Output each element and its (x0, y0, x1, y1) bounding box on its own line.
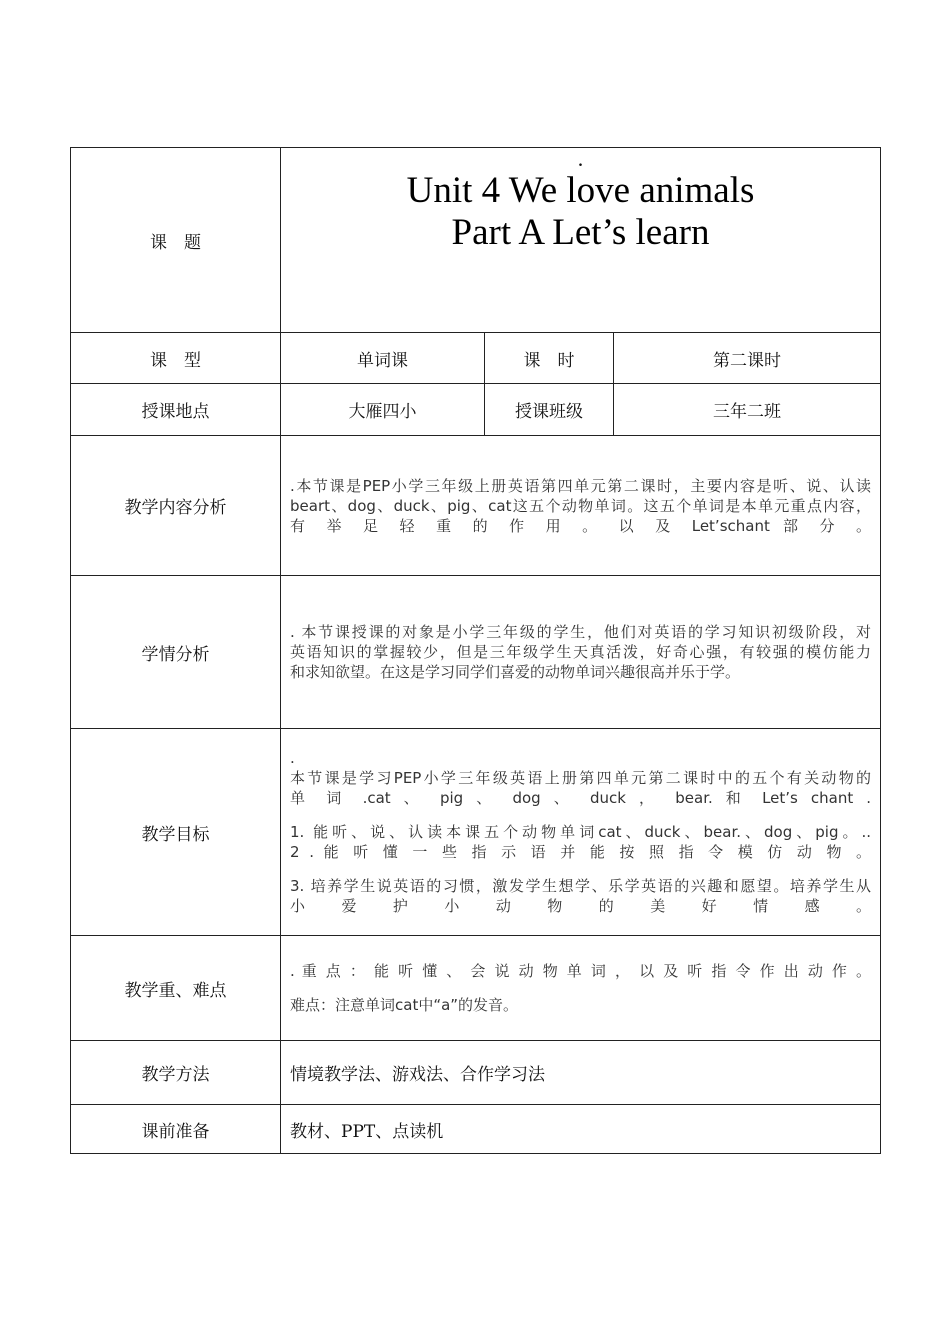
label-topic: 课 题 (71, 148, 281, 333)
topic-title (281, 148, 881, 333)
key-points (281, 936, 881, 1041)
label-key-points: 教学重、难点 (71, 936, 281, 1041)
value-period: 第二课时 (614, 333, 881, 384)
content-analysis (281, 436, 881, 576)
row-topic (71, 148, 881, 333)
label-lesson-type: 课 型 (71, 333, 281, 384)
objectives-intro: 本节课是学习PEP小学三年级英语上册第四单元第二课时中的五个有关动物的 (290, 769, 872, 787)
student-analysis-line: 英语知识的掌握较少，但是三年级学生天真活泼，好奇心强，有较强的模仿能力 (290, 643, 872, 661)
row-location (71, 384, 881, 436)
student-analysis-line: . 本节课授课的对象是小学三年级的学生，他们对英语的学习知识初级阶段，对 (290, 623, 872, 641)
student-analysis (281, 576, 881, 729)
objective-item: 小 爱 护 小 动 物 的 美 好 情 感 。 (290, 897, 872, 915)
title-line-2: Part A Let’s learn (451, 212, 710, 253)
key-point: . 重 点 ： 能 听 懂 、 会 说 动 物 单 词 ， 以 及 听 指 令 作 出 动 作 。 (290, 962, 872, 980)
objective-item: 3. 培养学生说英语的习惯，激发学生想学、乐学英语的兴趣和愿望。培养学生从 (290, 877, 872, 895)
title-dot: . (577, 146, 584, 171)
label-content-analysis: 教学内容分析 (71, 436, 281, 576)
row-content-analysis (71, 436, 881, 576)
value-methods: 情境教学法、游戏法、合作学习法 (281, 1041, 881, 1105)
content-analysis-line: .本节课是PEP小学三年级上册英语第四单元第二课时，主要内容是听、说、认读 (290, 476, 872, 495)
value-class: 三年二班 (614, 384, 881, 436)
objectives-intro: 单 词 .cat 、 pig 、 dog 、 duck ， bear. 和 Let’s chant . (290, 789, 872, 807)
label-period: 课 时 (485, 333, 614, 384)
student-analysis-line: 和求知欲望。在这是学习同学们喜爱的动物单词兴趣很高并乐于学。 (290, 663, 741, 681)
label-student-analysis: 学情分析 (71, 576, 281, 729)
label-methods: 教学方法 (71, 1041, 281, 1105)
content-analysis-line: beart、dog、duck、pig、cat这五个动物单词。这五个单词是本单元重点内容， (290, 496, 872, 515)
label-class: 授课班级 (485, 384, 614, 436)
value-location: 大雁四小 (281, 384, 485, 436)
row-methods (71, 1041, 881, 1105)
objectives (281, 729, 881, 936)
label-objectives: 教学目标 (71, 729, 281, 936)
objective-item: 2 . 能 听 懂 一 些 指 示 语 并 能 按 照 指 令 模 仿 动 物 。 (290, 843, 872, 861)
row-objectives (71, 729, 881, 936)
title-line-1: Unit 4 We love animals (406, 170, 755, 211)
difficult-point: 难点：注意单词cat中“a”的发音。 (290, 996, 519, 1014)
row-preparation (71, 1105, 881, 1154)
objectives-dot: . (290, 749, 295, 767)
value-preparation: 教材、PPT、点读机 (281, 1105, 881, 1154)
label-location: 授课地点 (71, 384, 281, 436)
row-key-points (71, 936, 881, 1041)
objective-item: 1. 能听、说、认读本课五个动物单词cat、duck、bear.、dog、pig。.. (290, 823, 872, 841)
row-lesson-type (71, 333, 881, 384)
row-student-analysis (71, 576, 881, 729)
lesson-plan-table (70, 147, 881, 1154)
content-analysis-line: 有 举 足 轻 重 的 作 用 。 以 及 Let’schant 部 分 。 (290, 516, 872, 535)
value-lesson-type: 单词课 (281, 333, 485, 384)
label-preparation: 课前准备 (71, 1105, 281, 1154)
